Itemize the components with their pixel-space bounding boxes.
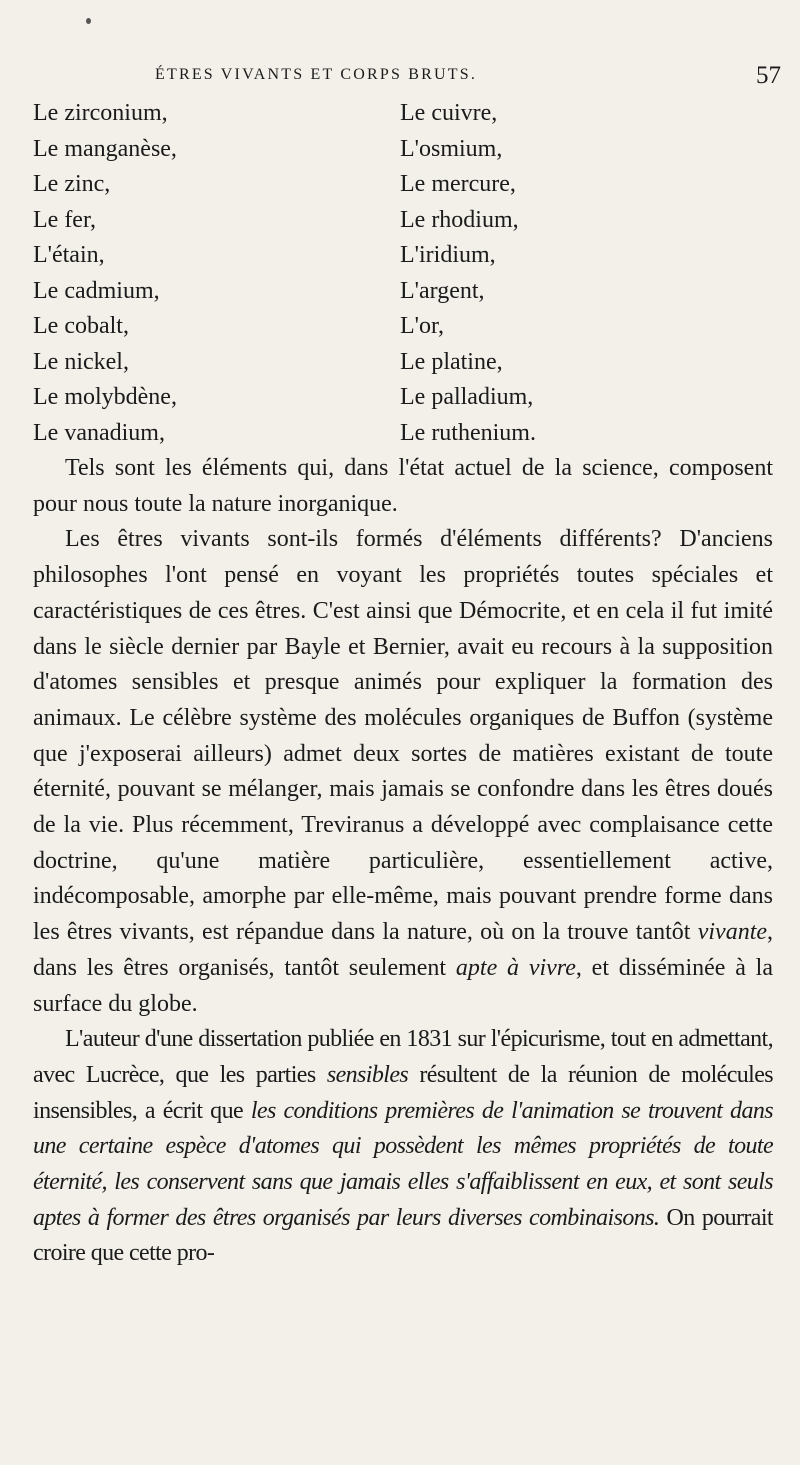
page-header: [0, 62, 800, 90]
list-item: Le fer,: [33, 206, 96, 233]
body-text: [33, 451, 773, 1272]
list-item: Le mercure,: [400, 171, 516, 197]
paragraph-text: résultent de la réunion de molécules insensibles, a écrit que: [33, 1061, 774, 1124]
paragraph-text: , dans les êtres organisés, tantôt seulement: [33, 919, 774, 981]
italic-text: vivante: [697, 919, 768, 946]
elements-column-right: [400, 96, 730, 451]
italic-text: apte à vivre: [455, 954, 576, 981]
list-item: Le nickel,: [33, 348, 129, 375]
list-item: Le cobalt,: [33, 313, 129, 339]
list-item: L'iridium,: [400, 242, 496, 268]
paragraph: [33, 1022, 773, 1272]
paragraph-text: On pourrait croire que cette pro-: [33, 1204, 773, 1267]
paragraph-text: Les êtres vivants sont-ils formés d'éléments différents? D'anciens philosophes l'ont pensé en voyant les propriétés toutes spéciales et caractéristiques de ces êtres. C'est ainsi que Démocrite, et en cela il fut imité dans le siècle dernier par Bayle et Bernier, avait eu recours à la supposition d'atomes sensibles et presque animés pour expliquer la formation des animaux. Le célèbre système des molécules organiques de Buffon (système que j'exposerai ailleurs) admet deux sortes de matières existant de toute éternité, pouvant se mélanger, mais jamais se confondre dans les êtres doués de la vie. Plus récemment, Treviranus a développé avec complaisance cette doctrine, qu'une matière particulière, essentiellement active, indécomposable, amorphe par elle-même, mais pouvant prendre forme dans les êtres vivants, est répandue dans la nature, où on la trouve tantôt: [33, 526, 773, 946]
list-item: Le zirconium,: [33, 100, 168, 126]
italic-text: sensibles: [326, 1061, 409, 1088]
list-item: Le platine,: [400, 348, 503, 375]
list-item: Le palladium,: [400, 384, 534, 410]
paragraph-text: L'auteur d'une dissertation publiée en 1831 sur l'épicurisme, tout en admettant, avec Lucrèce, que les parties: [33, 1026, 773, 1088]
running-title: ÉTRES VIVANTS ET CORPS BRUTS.: [155, 66, 478, 83]
paragraph: [33, 522, 773, 1022]
paragraph-text: , et disséminée à la surface du globe.: [33, 954, 774, 1017]
paragraph-text: Tels sont les éléments qui, dans l'état actuel de la science, composent pour nous toute la nature inorganique.: [33, 455, 773, 517]
page-number: 57: [756, 62, 781, 89]
list-item: Le zinc,: [33, 171, 111, 197]
list-item: Le rhodium,: [400, 206, 519, 233]
paragraph: [33, 451, 773, 522]
list-item: Le cuivre,: [400, 100, 498, 126]
list-item: L'argent,: [400, 277, 485, 304]
list-item: L'étain,: [33, 242, 105, 268]
list-item: L'osmium,: [400, 135, 503, 162]
list-item: Le vanadium,: [33, 419, 165, 446]
list-item: Le ruthenium.: [400, 419, 536, 446]
ink-speck: [86, 18, 91, 24]
list-item: Le molybdène,: [33, 384, 177, 410]
list-item: Le manganèse,: [33, 135, 177, 162]
elements-column-left: [33, 96, 363, 451]
list-item: Le cadmium,: [33, 277, 160, 304]
list-item: L'or,: [400, 313, 445, 339]
italic-quote: les conditions premières de l'animation se trouvent dans une certaine espèce d'atomes qui possèdent les mêmes propriétés de toute éternité, les conservent sans que jamais elles s'affaiblissent en eux, et sont seuls aptes à former des êtres organisés par leurs diverses combinaisons.: [33, 1097, 773, 1231]
